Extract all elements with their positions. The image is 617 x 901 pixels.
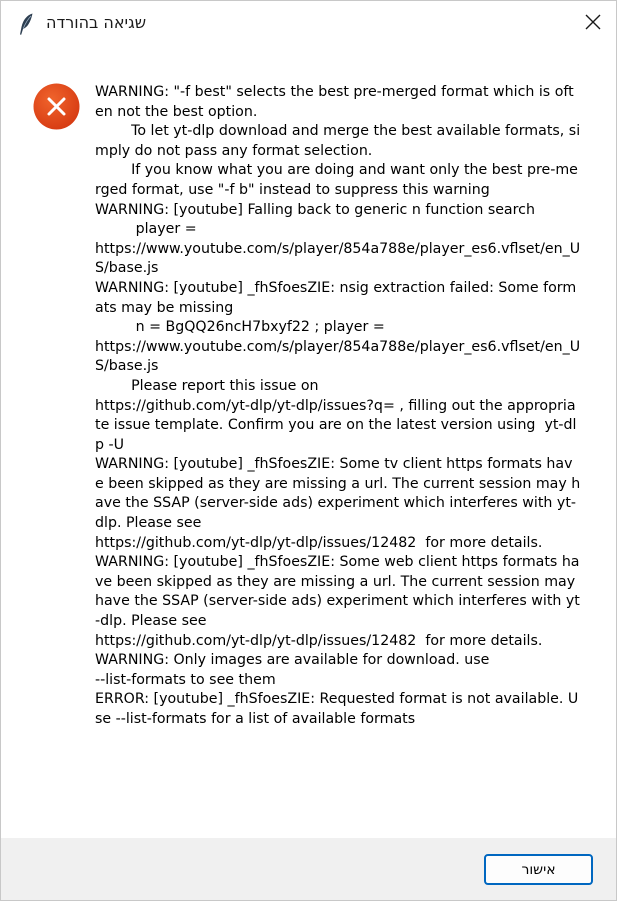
- feather-icon: [17, 12, 37, 36]
- title-bar[interactable]: [1, 1, 616, 46]
- close-button[interactable]: [570, 1, 616, 46]
- close-icon: [584, 13, 602, 35]
- dialog-footer: [1, 838, 616, 901]
- error-message: WARNING: "-f best" selects the best pre-merged format which is often not the best option. To let yt-dlp download and merge the best available formats, simply do not pass any format selection. If you know what you are doing and want only the best pre-merged format, use "-f b" instead to suppress this warning WARNING: [youtube] Falling back to generic n function search player = https://www.youtube.com/s/player/854a788e/player_es6.vflset/en_US/base.js WARNING: [youtube] _fhSfoesZIE: nsig extraction failed: Some formats may be missing n = BgQQ26ncH7bxyf22 ; player = https://www.youtube.com/s/player/854a788e/player_es6.vflset/en_US/base.js Please report this issue on https://github.com/yt-dlp/yt-dlp/issues?q= , filling out the appropriate issue template. Confirm you are on the latest version using yt-dlp -U WARNING: [youtube] _fhSfoesZIE: Some tv client https formats have been skipped as they are missing a url. The current session may have the SSAP (server-side ads) experiment which interferes with yt-dlp. Please see https://github.com/yt-dlp/yt-dlp/issues/12482 for more details. WARNING: [youtube] _fhSfoesZIE: Some web client https formats have been skipped as they are missing a url. The current session may have the SSAP (server-side ads) experiment which interferes with yt-dlp. Please see https://github.com/yt-dlp/yt-dlp/issues/12482 for more details. WARNING: Only images are available for download. use --list-formats to see them ERROR: [youtube] _fhSfoesZIE: Requested format is not available. Use --list-formats for a list of available formats: [95, 84, 581, 727]
- dialog-title: שגיאה בהורדה: [46, 13, 147, 32]
- ok-button[interactable]: אישור: [484, 854, 593, 885]
- error-x-icon: [33, 83, 80, 130]
- dialog-content: [1, 46, 616, 838]
